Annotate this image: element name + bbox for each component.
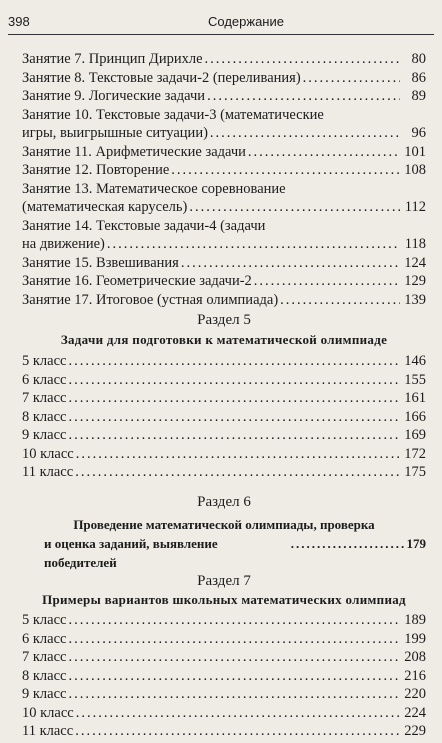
toc-entry-grade-11 [22, 722, 426, 741]
toc-entry-label: 11 класс [22, 464, 74, 480]
toc-entry-label: 9 класс [22, 686, 67, 702]
toc-entry-lesson-15 [22, 254, 426, 273]
toc-entry-label: 6 класс [22, 371, 67, 388]
toc-entry-grade-11 [22, 463, 426, 482]
leader-dots [107, 235, 400, 254]
toc-entry-page: 86 [411, 69, 426, 86]
section-6-subtitle [22, 515, 426, 572]
leader-dots [68, 426, 400, 445]
toc-entry-label: 9 класс [22, 427, 67, 443]
toc-entry-page: 155 [404, 371, 426, 388]
section-5-subtitle: Задачи для подготовки к математической олимпиаде [60, 332, 388, 347]
toc-entry-label: (математическая карусель) [22, 199, 188, 215]
toc-entry-page: 166 [404, 408, 426, 425]
toc-entry-label: Занятие 11. Арифметические задачи [22, 143, 246, 160]
toc-entry-label: Занятие 7. Принцип Дирихле [22, 51, 203, 67]
toc-entry-grade-6 [22, 630, 426, 649]
lessons-list [22, 50, 426, 309]
toc-entry-page: 112 [404, 199, 426, 215]
toc-entry-page: 229 [404, 723, 426, 739]
leader-dots [171, 161, 400, 180]
toc-entry-label-line1: Занятие 13. Математическое соревнование [22, 180, 286, 197]
toc-entry-lesson-9 [22, 87, 426, 106]
toc-entry-label: 7 класс [22, 390, 67, 406]
leader-dots [303, 69, 400, 88]
leader-dots [210, 124, 400, 143]
toc-entry-label: на движение) [22, 236, 105, 252]
toc-entry-page: 175 [404, 464, 426, 480]
toc-entry-lesson-13 [22, 180, 426, 217]
toc-entry-label: Занятие 17. Итоговое (устная олимпиада) [22, 291, 279, 308]
leader-dots [76, 445, 400, 464]
toc-entry-page: 80 [411, 51, 426, 67]
toc-entry-grade-8 [22, 408, 426, 427]
toc-entry-label: 10 класс [22, 445, 74, 462]
toc-entry-label: 5 класс [22, 353, 67, 369]
toc-entry-page: 139 [404, 291, 426, 308]
toc-entry-page: 216 [404, 667, 426, 684]
toc-entry-label: 6 класс [22, 630, 67, 647]
leader-dots [68, 352, 400, 371]
toc-entry-label: 11 класс [22, 723, 74, 739]
leader-dots [76, 704, 400, 723]
toc-entry-label: 10 класс [22, 704, 74, 721]
leader-dots [68, 685, 400, 704]
toc-entry-page: 161 [404, 390, 426, 406]
toc-entry-page: 169 [404, 427, 426, 443]
page-header [8, 14, 434, 32]
toc-entry-label: игры, выигрышные ситуации) [22, 125, 208, 141]
leader-dots [68, 408, 400, 427]
toc-entry-label-line1: Занятие 14. Текстовые задачи-4 (задачи [22, 217, 266, 234]
toc-entry-page: 118 [404, 236, 426, 252]
toc-entry-label: Занятие 8. Текстовые задачи-2 (переливания) [22, 69, 301, 86]
section-5-list [22, 352, 426, 482]
leader-dots [254, 272, 400, 291]
toc-entry-page: 220 [404, 686, 426, 702]
toc-entry-label: Занятие 16. Геометрические задачи-2 [22, 273, 252, 289]
leader-dots [248, 143, 400, 162]
toc-entry-grade-10 [22, 445, 426, 464]
toc-entry-label: Занятие 12. Повторение [22, 162, 170, 178]
running-title: Содержание [208, 14, 284, 29]
toc-entry-grade-7 [22, 389, 426, 408]
toc-entry-grade-7 [22, 648, 426, 667]
toc-entry-grade-10 [22, 704, 426, 723]
toc-entry-page: 189 [404, 612, 426, 628]
leader-dots [68, 648, 400, 667]
toc-entry-page: 146 [404, 353, 426, 369]
page-number: 398 [8, 14, 30, 29]
leader-dots [68, 389, 400, 408]
section-7-subtitle: Примеры вариантов школьных математических олимпиад [42, 592, 406, 607]
toc-entry-page: 208 [404, 649, 426, 665]
toc-entry-lesson-12 [22, 161, 426, 180]
leader-dots [181, 254, 400, 273]
toc-entry-lesson-7 [22, 50, 426, 69]
leader-dots [68, 371, 400, 390]
section-7-list [22, 611, 426, 741]
section-6-entry [22, 534, 426, 572]
toc-entry-page: 129 [404, 273, 426, 289]
leader-dots [68, 611, 400, 630]
toc-entry-page: 199 [404, 630, 426, 647]
toc-entry-page: 172 [404, 445, 426, 462]
leader-dots [280, 291, 400, 310]
toc-entry-grade-6 [22, 371, 426, 390]
header-rule [8, 34, 434, 35]
section-5-title: Раздел 5 [197, 312, 251, 328]
toc-entry-grade-9 [22, 685, 426, 704]
toc-entry-label: 7 класс [22, 649, 67, 665]
toc-entry-grade-8 [22, 667, 426, 686]
toc-entry-label: 8 класс [22, 408, 67, 425]
leader-dots [207, 87, 400, 106]
toc-entry-label: 8 класс [22, 667, 67, 684]
toc-entry-page: 101 [404, 143, 426, 160]
toc-entry-lesson-17 [22, 291, 426, 310]
section-6-subtitle-line1: Проведение математической олимпиады, проверка [73, 517, 375, 532]
toc-entry-lesson-14 [22, 217, 426, 254]
leader-dots [68, 667, 400, 686]
toc-entry-page: 108 [404, 162, 426, 178]
toc-entry-lesson-8 [22, 69, 426, 88]
toc-entry-lesson-16 [22, 272, 426, 291]
leader-dots [68, 630, 400, 649]
toc-entry-label: 5 класс [22, 612, 67, 628]
toc-entry-label: Занятие 9. Логические задачи [22, 88, 206, 104]
leader-dots [205, 50, 400, 69]
toc-entry-label-line1: Занятие 10. Текстовые задачи-3 (математические [22, 106, 324, 123]
leader-dots [189, 198, 400, 217]
toc-entry-grade-5 [22, 352, 426, 371]
leader-dots [75, 722, 400, 741]
toc-entry-grade-9 [22, 426, 426, 445]
toc-entry-page: 96 [411, 125, 426, 141]
section-6-page: 179 [406, 536, 426, 551]
toc-entry-page: 224 [404, 704, 426, 721]
toc-entry-lesson-10 [22, 106, 426, 143]
toc-entry-grade-5 [22, 611, 426, 630]
toc-entry-page: 124 [404, 254, 426, 271]
section-6-subtitle-line2: и оценка заданий, выявление победителей [44, 536, 218, 570]
section-6-title: Раздел 6 [197, 494, 251, 510]
section-7-title: Раздел 7 [197, 573, 251, 589]
leader-dots [75, 463, 400, 482]
toc-entry-label: Занятие 15. Взвешивания [22, 254, 179, 271]
toc-entry-lesson-11 [22, 143, 426, 162]
toc-entry-page: 89 [411, 88, 426, 104]
leader-dots [291, 534, 404, 553]
